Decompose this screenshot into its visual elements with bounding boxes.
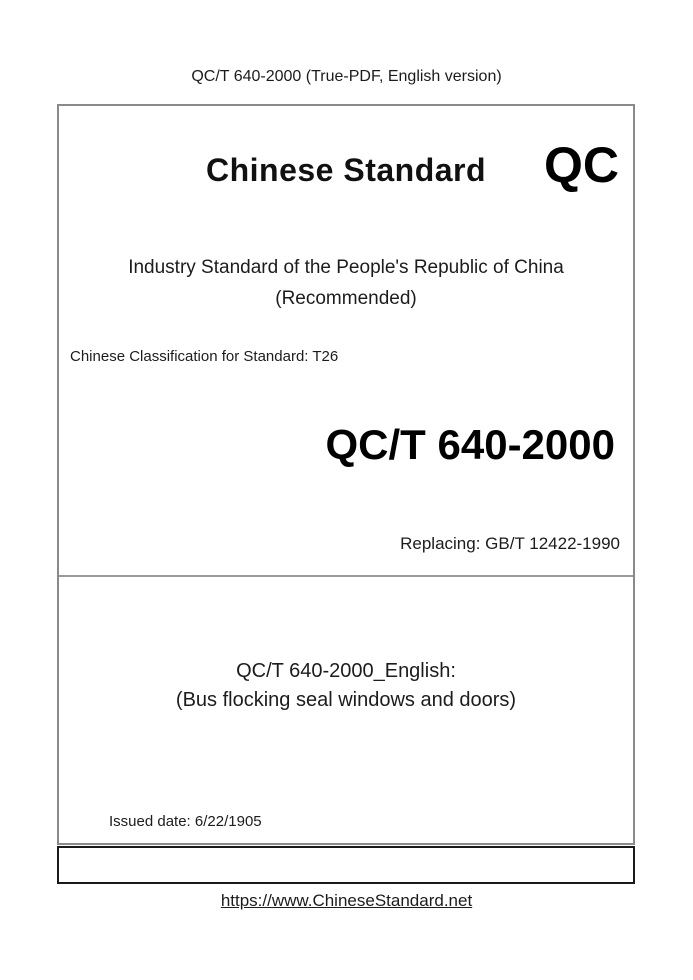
page-header-title: QC/T 640-2000 (True-PDF, English version) [191,68,502,85]
footer-website-link[interactable]: https://www.ChineseStandard.net [220,891,473,910]
section-divider [59,575,633,577]
issued-date: Issued date: 6/22/1905 [109,813,262,830]
standard-type-block [59,252,633,314]
english-title-block [59,657,633,715]
brand-title: Chinese Standard [205,152,487,188]
standard-number: QC/T 640-2000 [325,421,615,468]
replacing-line: Replacing: GB/T 12422-1990 [400,534,620,553]
standard-type-recommended: (Recommended) [275,288,417,309]
standard-type-line: Industry Standard of the People's Republic of China [128,257,564,278]
english-title-code: QC/T 640-2000_English: [236,660,456,682]
qc-logo: QC [544,137,619,193]
english-title-subject: (Bus flocking seal windows and doors) [175,689,517,711]
cover-box [57,104,635,845]
empty-notes-box [57,846,635,884]
classification-line: Chinese Classification for Standard: T26 [70,348,339,365]
page-footer [0,891,693,911]
